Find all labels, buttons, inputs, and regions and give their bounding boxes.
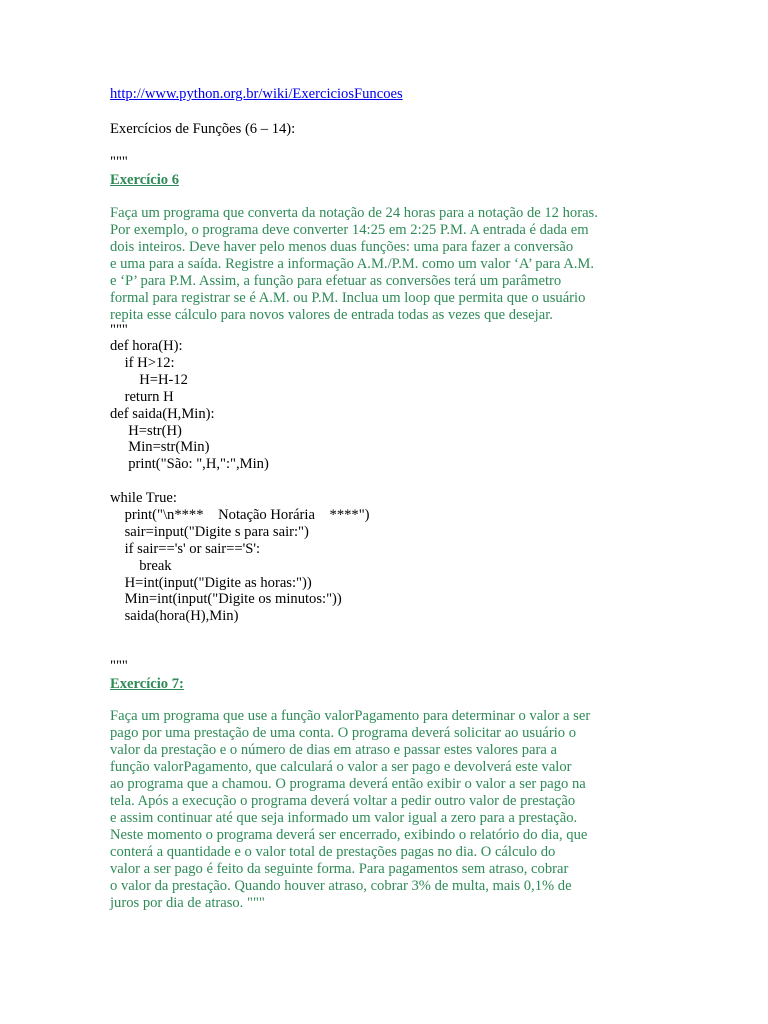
code-line: break <box>110 557 172 574</box>
code-line: H=H-12 <box>110 371 188 388</box>
code-block-loop <box>110 490 370 625</box>
exercise-6-line: formal para registrar se é A.M. ou P.M. Inclua um loop que permita que o usuário <box>110 290 586 306</box>
code-line: def saida(H,Min): <box>110 405 215 422</box>
code-line: if sair=='s' or sair=='S': <box>110 540 261 557</box>
exercise-7-line: pago por uma prestação de uma conta. O programa deverá solicitar ao usuário o <box>110 725 577 741</box>
docstring-close: """ <box>110 322 128 338</box>
exercise-7-line: juros por dia de atraso. """ <box>110 895 265 911</box>
exercise-7-line: função valorPagamento, que calculará o valor a ser pago e devolverá este valor <box>110 759 572 775</box>
exercise-7-heading: Exercício 7: <box>110 676 184 692</box>
exercise-6-line: dois inteiros. Deve haver pelo menos duas funções: uma para fazer a conversão <box>110 239 574 255</box>
exercise-7-line: e assim continuar até que seja informado um valor igual a zero para a prestação. <box>110 810 578 826</box>
code-line: H=str(H) <box>110 422 182 439</box>
code-line: while True: <box>110 490 177 506</box>
code-line: H=int(input("Digite as horas:")) <box>110 574 312 591</box>
code-line: Min=str(Min) <box>110 439 210 456</box>
exercise-7-line: ao programa que a chamou. O programa deverá então exibir o valor a ser pago na <box>110 776 586 792</box>
exercise-6-description <box>110 205 670 324</box>
intro-text: Exercícios de Funções (6 – 14): <box>110 121 296 137</box>
code-line: def hora(H): <box>110 338 183 354</box>
code-line: sair=input("Digite s para sair:") <box>110 523 309 540</box>
exercise-6-line: repita esse cálculo para novos valores de entrada todas as vezes que desejar. <box>110 307 553 323</box>
code-line: saida(hora(H),Min) <box>110 608 239 625</box>
code-line: Min=int(input("Digite os minutos:")) <box>110 591 342 608</box>
exercise-7-line: tela. Após a execução o programa deverá voltar a pedir outro valor de prestação <box>110 793 576 809</box>
code-block-functions <box>110 338 269 473</box>
exercise-7-line: o valor da prestação. Quando houver atraso, cobrar 3% de multa, mais 0,1% de <box>110 878 572 894</box>
exercise-7-line: valor a ser pago é feito da seguinte forma. Para pagamentos sem atraso, cobrar <box>110 861 569 877</box>
exercise-7-line: Neste momento o programa deverá ser encerrado, exibindo o relatório do dia, que <box>110 827 588 843</box>
docstring-open: """ <box>110 154 128 170</box>
exercise-7-description <box>110 708 670 912</box>
code-line: return H <box>110 388 174 405</box>
exercise-7-line: conterá a quantidade e o valor total de prestações pagas no dia. O cálculo do <box>110 844 556 860</box>
code-line: if H>12: <box>110 354 175 371</box>
exercise-6-line: e ‘P’ para P.M. Assim, a função para efetuar as conversões terá um parâmetro <box>110 273 562 289</box>
exercise-6-line: Por exemplo, o programa deve converter 14:25 em 2:25 P.M. A entrada é dada em <box>110 222 589 238</box>
docstring-open-2: """ <box>110 658 128 674</box>
exercise-6-line: e uma para a saída. Registre a informação A.M./P.M. como um valor ‘A’ para A.M. <box>110 256 595 272</box>
code-line: print("\n**** Notação Horária ****") <box>110 506 370 523</box>
exercise-7-line: Faça um programa que use a função valorPagamento para determinar o valor a ser <box>110 708 591 724</box>
exercise-6-line: Faça um programa que converta da notação de 24 horas para a notação de 12 horas. <box>110 205 598 221</box>
source-link[interactable]: http://www.python.org.br/wiki/ExerciciosFuncoes <box>110 86 403 102</box>
code-line: print("São: ",H,":",Min) <box>110 456 269 473</box>
exercise-6-heading: Exercício 6 <box>110 172 180 188</box>
exercise-7-line: valor da prestação e o número de dias em atraso e passar estes valores para a <box>110 742 557 758</box>
